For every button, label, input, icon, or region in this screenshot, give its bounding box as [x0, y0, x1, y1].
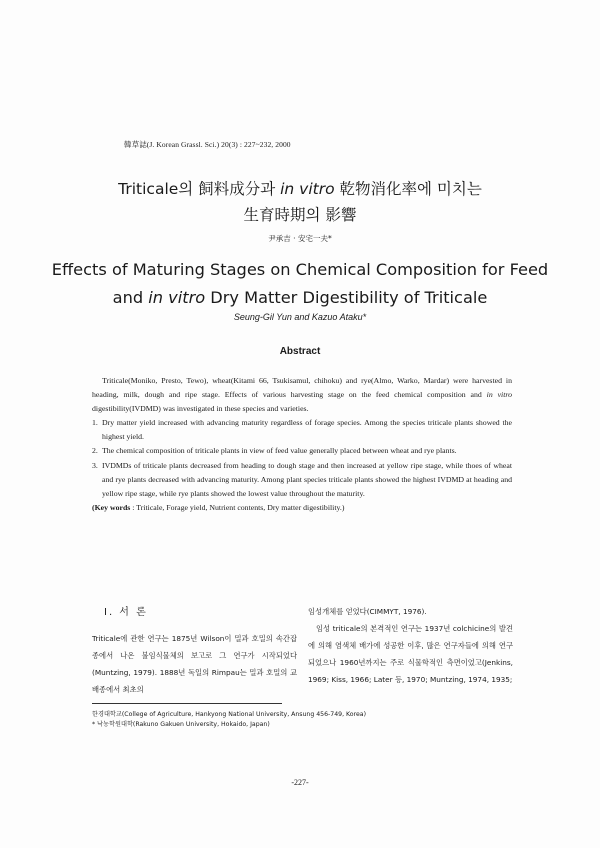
- abstract-item-text: IVDMDs of triticale plants decreased from heading to dough stage and then increased at yellow ripe stage, while thoes of wheat and rye plants decreased with advancing maturity. Among plant species triticale plants showed the highest IVDMD at heading and yellow ripe stage, while rye plants showed the lowest value throughout the maturity.: [102, 460, 512, 498]
- page-number: -227-: [291, 778, 309, 787]
- korean-title-line1: [0, 177, 600, 199]
- journal-citation: 韓草誌(J. Korean Grassl. Sci.) 20(3) : 227~232, 2000: [124, 140, 291, 149]
- footnote-divider: [92, 703, 282, 704]
- english-title-line2: [0, 288, 600, 307]
- abstract-intro-a: Triticale(Moniko, Presto, Tewo), wheat(Kitami 66, Tsukisamul, chihoku) and rye(Almo, Warko, Mardar) were harvested in heading, milk, dough and ripe stage. Effects of various harvesting stage on the feed chemical composition and: [92, 376, 512, 400]
- keywords-label: (Key words: [92, 502, 131, 512]
- english-authors: Seung-Gil Yun and Kazuo Ataku*: [233, 312, 367, 322]
- korean-title-italic: in vitro: [280, 180, 335, 198]
- right-column-text-1: 임성개체를 얻었다(CIMMYT, 1976).: [308, 607, 427, 616]
- abstract-item-number: 3.: [92, 460, 98, 470]
- english-title-part2: Dry Matter Digestibility of Triticale: [205, 288, 488, 307]
- footnote-affiliation-1: 한경대학교(College of Agriculture, Hankyong National University, Ansung 456-749, Korea): [92, 711, 366, 718]
- abstract-item-number: 2.: [92, 446, 98, 456]
- abstract-intro-italic: in vitro: [486, 390, 513, 400]
- korean-title-part2: 乾物消化率에 미치는: [334, 180, 482, 198]
- abstract-item: [92, 459, 512, 501]
- english-title-italic: in vitro: [148, 288, 206, 307]
- korean-authors: 尹承吉 · 安宅一夫*: [268, 234, 332, 243]
- keywords-text: : Triticale, Forage yield, Nutrient contents, Dry matter digestibility.): [130, 502, 345, 512]
- section-heading-introduction: Ⅰ. 서 론: [104, 607, 148, 618]
- korean-title-part1: Triticale의 飼料成分과: [118, 180, 281, 198]
- abstract-body: [92, 374, 512, 515]
- abstract-item-text: Dry matter yield increased with advancing maturity regardless of forage species. Among the species triticale plants showed the highest yield.: [102, 418, 512, 442]
- keywords: [92, 501, 512, 515]
- abstract-item: [92, 416, 512, 444]
- korean-title-line2: 生育時期의 影響: [243, 206, 357, 224]
- english-title-part1: and: [112, 288, 149, 307]
- english-title-line1: Effects of Maturing Stages on Chemical Composition for Feed: [51, 260, 549, 279]
- footnotes: [92, 710, 366, 730]
- abstract-heading: Abstract: [279, 346, 321, 357]
- footnote-affiliation-2: * 낙농학원대학(Rakuno Gakuen University, Hokaido, Japan): [92, 721, 270, 728]
- abstract-intro-b: digestibility(IVDMD) was investigated in these species and varieties.: [92, 404, 309, 414]
- body-right-column: [308, 603, 513, 688]
- body-left-column: [92, 630, 297, 698]
- abstract-item-number: 1.: [92, 418, 98, 428]
- abstract-intro: [92, 374, 512, 416]
- right-column-text-2: 임성 triticale의 본격적인 연구는 1937년 colchicine의 발견에 의해 염색체 배가에 성공한 이후, 많은 연구자들에 의해 연구되었으나 1960년까지는 주로 식물학적인 측면이었고(Jenkins, 1969; Kiss, 1966; Later 등, 1970; Muntzing, 1974, 1935;: [308, 624, 513, 684]
- abstract-item-text: The chemical composition of triticale plants in view of feed value generally placed between wheat and rye plants.: [102, 446, 457, 456]
- abstract-item: [92, 444, 512, 458]
- left-column-text: Triticale에 관한 연구는 1875년 Wilson이 밀과 호밀의 속간잡종에서 나온 불임식물체의 보고로 그 연구가 시작되었다(Muntzing, 1979). 1888년 독일의 Rimpau는 밀과 호밀의 교배종에서 최초의: [92, 634, 297, 694]
